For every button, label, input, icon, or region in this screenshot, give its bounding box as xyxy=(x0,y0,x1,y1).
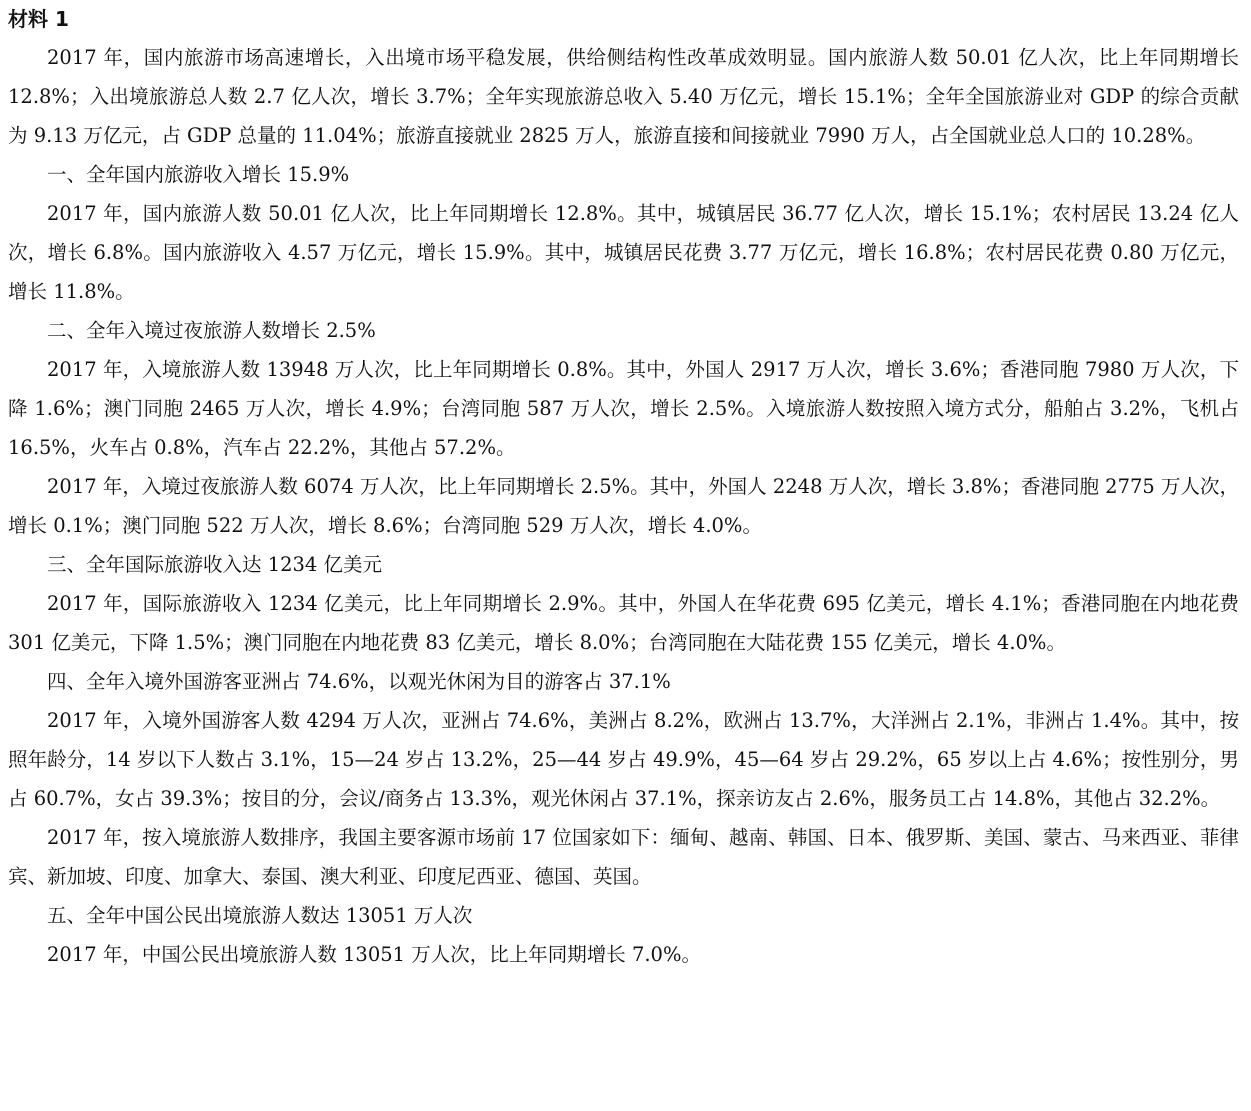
section-2-paragraph-1: 2017 年，入境旅游人数 13948 万人次，比上年同期增长 0.8%。其中，外国人 2917 万人次，增长 3.6%；香港同胞 7980 万人次，下降 1.6%；澳门同胞 2465 万人次，增长 4.9%；台湾同胞 587 万人次，增长 2.5%。入境旅游人数按照入境方式分，船舶占 3.2%，飞机占 16.5%，火车占 0.8%，汽车占 22.2%，其他占 57.2%。 xyxy=(8,358,1239,459)
section-heading-1: 一、全年国内旅游收入增长 15.9% xyxy=(47,163,350,186)
document-title: 材料 1 xyxy=(8,7,69,31)
intro-paragraph: 2017 年，国内旅游市场高速增长，入出境市场平稳发展，供给侧结构性改革成效明显。国内旅游人数 50.01 亿人次，比上年同期增长 12.8%；入出境旅游总人数 2.7 亿人次，增长 3.7%；全年实现旅游总收入 5.40 万亿元，增长 15.1%；全年全国旅游业对 GDP 的综合贡献为 9.13 万亿元，占 GDP 总量的 11.04%；旅游直接就业 2825 万人，旅游直接和间接就业 7990 万人，占全国就业总人口的 10.28%。 xyxy=(8,46,1239,147)
section-heading-5: 五、全年中国公民出境旅游人数达 13051 万人次 xyxy=(47,904,473,927)
section-heading-4: 四、全年入境外国游客亚洲占 74.6%，以观光休闲为目的游客占 37.1% xyxy=(47,670,671,693)
section-3-paragraph: 2017 年，国际旅游收入 1234 亿美元，比上年同期增长 2.9%。其中，外国人在华花费 695 亿美元，增长 4.1%；香港同胞在内地花费 301 亿美元，下降 1.5%；澳门同胞在内地花费 83 亿美元，增长 8.0%；台湾同胞在大陆花费 155 亿美元，增长 4.0%。 xyxy=(8,592,1239,654)
section-heading-2: 二、全年入境过夜旅游人数增长 2.5% xyxy=(47,319,376,342)
section-1-paragraph: 2017 年，国内旅游人数 50.01 亿人次，比上年同期增长 12.8%。其中，城镇居民 36.77 亿人次，增长 15.1%；农村居民 13.24 亿人次，增长 6.8%。国内旅游收入 4.57 万亿元，增长 15.9%。其中，城镇居民花费 3.77 万亿元，增长 16.8%；农村居民花费 0.80 万亿元，增长 11.8%。 xyxy=(8,202,1239,303)
section-4-paragraph-2: 2017 年，按入境旅游人数排序，我国主要客源市场前 17 位国家如下：缅甸、越南、韩国、日本、俄罗斯、美国、蒙古、马来西亚、菲律宾、新加坡、印度、加拿大、泰国、澳大利亚、印度尼西亚、德国、英国。 xyxy=(8,826,1239,888)
section-5-paragraph: 2017 年，中国公民出境旅游人数 13051 万人次，比上年同期增长 7.0%。 xyxy=(47,943,701,966)
section-4-paragraph-1: 2017 年，入境外国游客人数 4294 万人次，亚洲占 74.6%，美洲占 8.2%，欧洲占 13.7%，大洋洲占 2.1%，非洲占 1.4%。其中，按照年龄分，14 岁以下人数占 3.1%，15—24 岁占 13.2%，25—44 岁占 49.9%，45—64 岁占 29.2%，65 岁以上占 4.6%；按性别分，男占 60.7%，女占 39.3%；按目的分，会议/商务占 13.3%，观光休闲占 37.1%，探亲访友占 2.6%，服务员工占 14.8%，其他占 32.2%。 xyxy=(8,709,1239,810)
section-2-paragraph-2: 2017 年，入境过夜旅游人数 6074 万人次，比上年同期增长 2.5%。其中，外国人 2248 万人次，增长 3.8%；香港同胞 2775 万人次，增长 0.1%；澳门同胞 522 万人次，增长 8.6%；台湾同胞 529 万人次，增长 4.0%。 xyxy=(8,475,1239,537)
section-heading-3: 三、全年国际旅游收入达 1234 亿美元 xyxy=(47,553,383,576)
